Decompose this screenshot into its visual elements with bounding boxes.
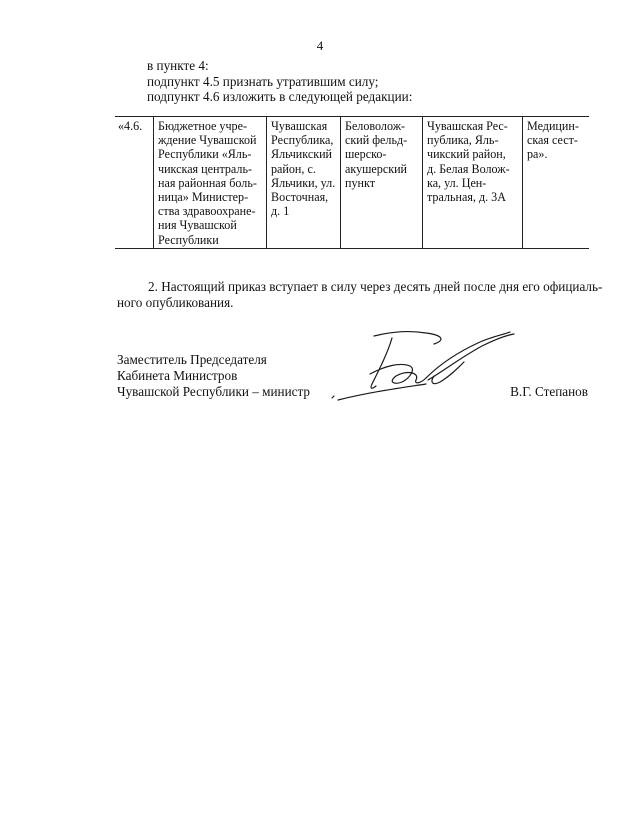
page-number: 4 (316, 38, 324, 53)
facility-line: шерско- (345, 147, 387, 162)
address-line: д. 1 (271, 204, 290, 219)
row-number-cell (115, 117, 153, 248)
institution-cell (154, 117, 266, 248)
address-line: Чувашская (271, 119, 328, 133)
signatory-title-line: Чувашской Республики – министр (117, 384, 310, 399)
signer-name: В.Г. Степанов (510, 384, 588, 399)
institution-line: Республики «Яль- (158, 147, 252, 162)
address-line: район, с. (271, 161, 316, 176)
location-line: тральная, д. 3А (427, 190, 506, 205)
row-number: «4.6. (118, 119, 143, 133)
location-line: ка, ул. Цен- (427, 175, 487, 190)
institution-line: чикская централь- (158, 161, 252, 176)
address-line: Республика, (271, 133, 334, 148)
intro-line: подпункт 4.5 признать утратившим силу; (147, 73, 379, 89)
address-cell (267, 117, 339, 248)
intro-line: подпункт 4.6 изложить в следующей редакции: (147, 89, 413, 104)
intro-text (147, 58, 412, 105)
institution-line: ница» Министер- (158, 190, 249, 205)
location-line: Чувашская Рес- (427, 119, 508, 133)
institution-line: ная районная боль- (158, 175, 257, 190)
location-line: д. Белая Волож- (427, 161, 510, 176)
staff-line: Медицин- (527, 119, 579, 133)
address-line: Яльчики, ул. (271, 175, 336, 190)
signatory-title (117, 352, 310, 400)
facility-line: акушерский (345, 161, 408, 176)
location-line: чикский район, (427, 147, 506, 162)
facility-line: Беловолож- (345, 119, 406, 133)
amendment-table (115, 116, 589, 249)
location-line: публика, Яль- (427, 133, 499, 148)
institution-line: ния Чувашской (158, 218, 237, 233)
institution-line: Бюджетное учре- (158, 119, 247, 133)
facility-cell (341, 117, 421, 248)
staff-cell (523, 117, 589, 248)
address-line: Яльчикский (271, 147, 333, 162)
location-cell (423, 117, 522, 248)
handwritten-signature (330, 322, 520, 404)
address-line: Восточная, (271, 190, 329, 205)
staff-line: ская сест- (527, 133, 578, 148)
institution-line: ждение Чувашской (158, 133, 257, 148)
clause-text (117, 279, 603, 311)
signatory-title-line: Заместитель Председателя (117, 352, 267, 367)
clause-line: 2. Настоящий приказ вступает в силу через десять дней после дня его официаль- (148, 279, 603, 294)
clause-line: ного опубликования. (117, 295, 234, 310)
institution-line: Республики (158, 232, 219, 247)
facility-line: пункт (345, 175, 375, 190)
institution-line: ства здравоохране- (158, 204, 256, 219)
signatory-title-line: Кабинета Министров (117, 368, 238, 383)
facility-line: ский фельд- (345, 133, 408, 148)
staff-line: ра». (527, 147, 548, 162)
intro-line: в пункте 4: (147, 58, 209, 73)
